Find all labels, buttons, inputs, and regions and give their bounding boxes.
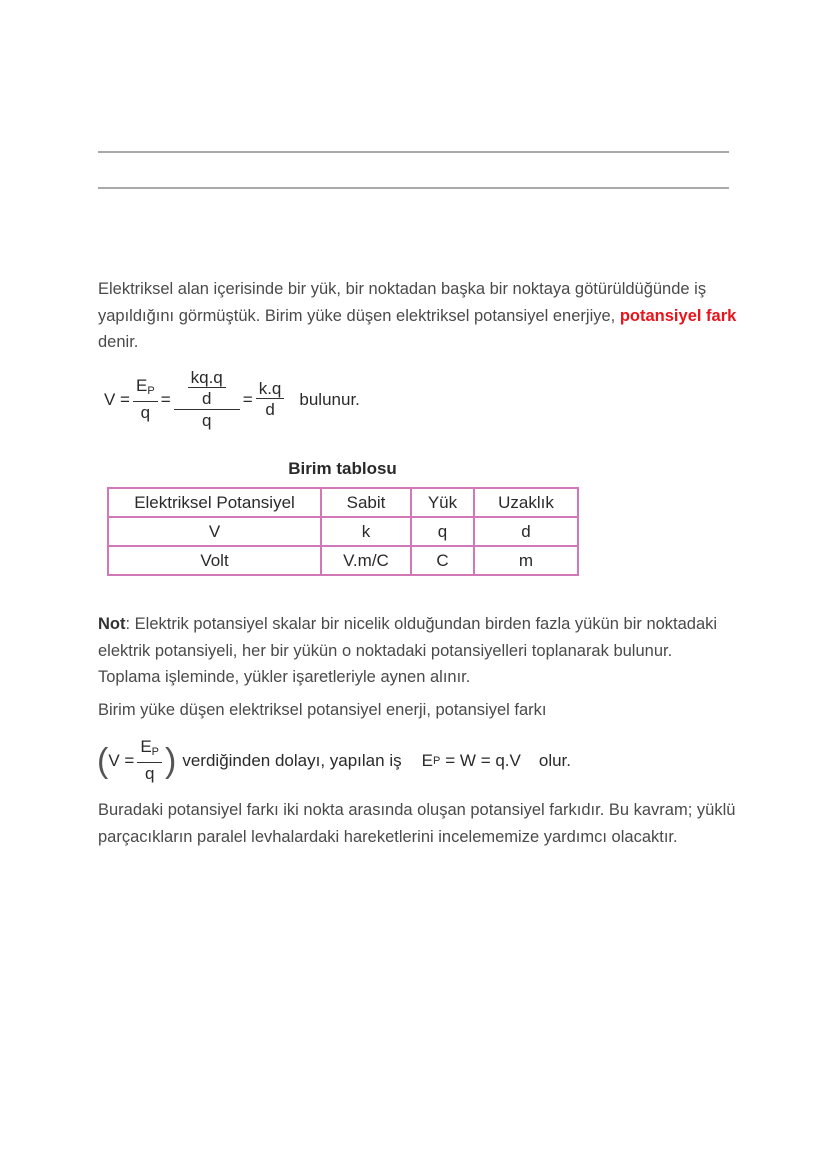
denominator: d — [265, 400, 275, 419]
fraction-ep-q — [137, 737, 162, 784]
intro-text: Elektriksel alan içerisinde bir yük, bir noktadan başka bir noktaya götürüldüğünde iş yapıldığını görmüştük. Birim yüke düşen elektriksel potansiyel enerjiye, — [98, 280, 707, 325]
header-cell: Yük — [411, 488, 474, 517]
header-cell: Elektriksel Potansiyel — [108, 488, 321, 517]
note-label: Not — [98, 615, 126, 633]
header-cell: Sabit — [321, 488, 411, 517]
table-row — [108, 546, 578, 575]
e-symbol: E — [140, 737, 152, 756]
work-formula — [97, 737, 571, 784]
header-cell: Uzaklık — [474, 488, 578, 517]
formula-text: verdiğinden dolayı, yapılan iş — [182, 750, 402, 770]
work-equation: = W = q.V — [445, 750, 521, 770]
p-subscript: P — [432, 754, 441, 767]
numerator: k.q — [256, 379, 285, 399]
intro-paragraph — [98, 276, 738, 356]
e-symbol: E — [421, 750, 433, 770]
p-subscript: P — [151, 746, 160, 758]
denominator: q — [140, 403, 151, 422]
closing-paragraph: Buradaki potansiyel farkı iki nokta arasında oluşan potansiyel farkıdır. Bu kavram; yüklü parçacıkların paralel levhalardaki hareketlerini incelememize yardımcı olacaktır. — [98, 801, 736, 846]
divider-line — [98, 151, 729, 153]
numerator: kq.q — [188, 368, 226, 388]
potential-formula — [104, 368, 360, 431]
formula-v: V = — [104, 389, 130, 409]
table-cell: d — [474, 517, 578, 546]
unit-table — [107, 487, 579, 576]
close-paren: ) — [165, 741, 177, 780]
table-title: Birim tablosu — [288, 459, 397, 478]
table-cell: m — [474, 546, 578, 575]
divider-line — [98, 187, 729, 189]
formula-suffix: bulunur. — [299, 389, 360, 409]
denominator: d — [201, 389, 212, 408]
open-paren: ( — [97, 741, 109, 780]
fraction-kq-d — [256, 379, 285, 420]
table-cell: C — [411, 546, 474, 575]
fraction-ep-q — [133, 376, 158, 423]
formula-suffix: olur. — [538, 750, 572, 770]
table-cell: V.m/C — [321, 546, 411, 575]
table-cell: Volt — [108, 546, 321, 575]
p-subscript: P — [147, 385, 155, 397]
e-symbol: E — [136, 376, 148, 395]
table-cell: q — [411, 517, 474, 546]
table-cell: k — [321, 517, 411, 546]
note-paragraph — [98, 611, 738, 691]
intro-text-end: denir. — [98, 333, 139, 351]
equals: = — [160, 389, 171, 409]
note-text: : Elektrik potansiyel skalar bir nicelik olduğundan birden fazla yükün bir noktadaki elektrik potansiyeli, her bir yükün o noktadaki potansiyelleri toplanarak bulunur. Toplama işleminde, yükler işaretleriyle aynen alınır. — [98, 615, 718, 686]
table-header-row — [108, 488, 578, 517]
energy-paragraph: Birim yüke düşen elektriksel potansiyel enerji, potansiyel farkı — [98, 701, 547, 719]
formula-v: V = — [108, 750, 135, 770]
table-row — [108, 517, 578, 546]
denominator: q — [144, 764, 155, 783]
compound-fraction — [174, 368, 240, 431]
equals: = — [242, 389, 253, 409]
denominator: q — [201, 411, 212, 430]
table-cell: V — [108, 517, 321, 546]
highlight-term: potansiyel fark — [619, 306, 737, 325]
